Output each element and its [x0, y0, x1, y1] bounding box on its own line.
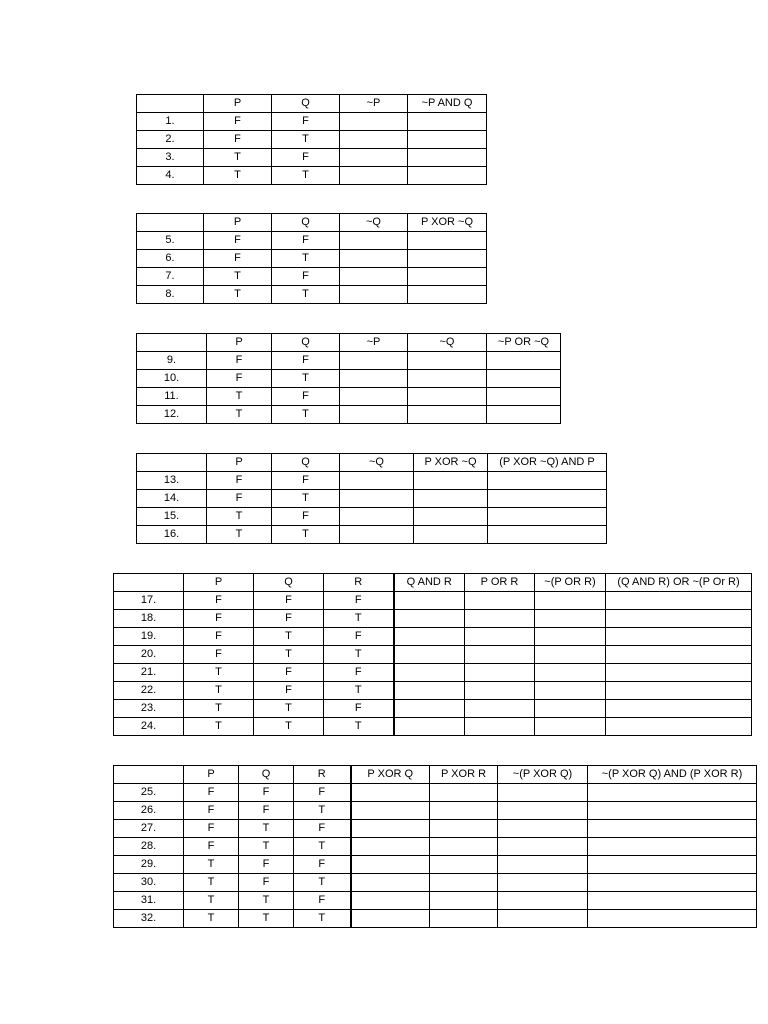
column-header: Q	[272, 95, 340, 113]
answer-cell[interactable]	[535, 646, 606, 664]
table-row	[114, 838, 757, 856]
table-cell: F	[272, 232, 340, 250]
table-cell: T	[184, 718, 254, 736]
answer-cell[interactable]	[408, 250, 487, 268]
answer-cell[interactable]	[351, 784, 430, 802]
answer-cell[interactable]	[535, 610, 606, 628]
table-row	[114, 700, 752, 718]
row-number: 3.	[137, 149, 204, 167]
table-cell: F	[272, 268, 340, 286]
table-cell: F	[254, 682, 324, 700]
answer-cell[interactable]	[394, 628, 465, 646]
table-cell: T	[204, 167, 272, 185]
table-row	[114, 910, 757, 928]
answer-cell[interactable]	[351, 856, 430, 874]
row-number: 1.	[137, 113, 204, 131]
answer-cell[interactable]	[408, 268, 487, 286]
header-row	[137, 454, 607, 472]
table-cell: T	[294, 910, 351, 928]
column-header: Q	[272, 214, 340, 232]
table-cell: F	[204, 232, 272, 250]
table-row	[137, 526, 607, 544]
column-header: P	[184, 766, 239, 784]
column-header: P	[207, 454, 272, 472]
answer-cell[interactable]	[488, 472, 607, 490]
table-cell: T	[272, 286, 340, 304]
table-cell: F	[272, 388, 340, 406]
answer-cell[interactable]	[498, 874, 588, 892]
answer-cell[interactable]	[430, 892, 498, 910]
table-cell: F	[272, 508, 340, 526]
column-header: P XOR ~Q	[414, 454, 488, 472]
row-number: 5.	[137, 232, 204, 250]
column-header: R	[324, 574, 394, 592]
answer-cell[interactable]	[535, 718, 606, 736]
column-header	[114, 574, 184, 592]
column-header: (P XOR ~Q) AND P	[488, 454, 607, 472]
row-number: 25.	[114, 784, 184, 802]
column-header: P XOR R	[430, 766, 498, 784]
row-number: 15.	[137, 508, 207, 526]
answer-cell[interactable]	[408, 370, 487, 388]
table-cell: T	[294, 838, 351, 856]
row-number: 9.	[137, 352, 207, 370]
row-number: 29.	[114, 856, 184, 874]
table-cell: F	[204, 113, 272, 131]
column-header	[137, 454, 207, 472]
table-row	[137, 113, 487, 131]
answer-cell[interactable]	[498, 802, 588, 820]
answer-cell[interactable]	[414, 508, 488, 526]
answer-cell[interactable]	[408, 388, 487, 406]
row-number: 21.	[114, 664, 184, 682]
table-cell: T	[272, 167, 340, 185]
table-cell: F	[207, 370, 272, 388]
column-header: ~P	[340, 95, 408, 113]
answer-cell[interactable]	[408, 131, 487, 149]
answer-cell[interactable]	[351, 910, 430, 928]
table-cell: T	[254, 700, 324, 718]
table-row	[114, 610, 752, 628]
table-cell: F	[272, 472, 340, 490]
table-cell: F	[324, 664, 394, 682]
answer-cell[interactable]	[340, 167, 408, 185]
answer-cell[interactable]	[340, 268, 408, 286]
answer-cell[interactable]	[340, 232, 408, 250]
answer-cell[interactable]	[465, 700, 535, 718]
table-cell: F	[272, 149, 340, 167]
table-cell: T	[184, 910, 239, 928]
row-number: 26.	[114, 802, 184, 820]
answer-cell[interactable]	[588, 784, 757, 802]
answer-cell[interactable]	[340, 526, 414, 544]
column-header: (Q AND R) OR ~(P Or R)	[606, 574, 752, 592]
table-cell: T	[207, 526, 272, 544]
answer-cell[interactable]	[394, 682, 465, 700]
table-cell: F	[294, 892, 351, 910]
table-row	[114, 682, 752, 700]
table-cell: F	[324, 592, 394, 610]
table-row	[137, 286, 487, 304]
answer-cell[interactable]	[535, 592, 606, 610]
answer-cell[interactable]	[606, 610, 752, 628]
table-row	[137, 149, 487, 167]
row-number: 28.	[114, 838, 184, 856]
table-cell: T	[272, 131, 340, 149]
answer-cell[interactable]	[408, 352, 487, 370]
column-header	[137, 95, 204, 113]
table-cell: T	[239, 910, 294, 928]
answer-cell[interactable]	[606, 628, 752, 646]
table-cell: F	[184, 592, 254, 610]
table-cell: T	[204, 149, 272, 167]
table-cell: F	[184, 610, 254, 628]
answer-cell[interactable]	[340, 490, 414, 508]
answer-cell[interactable]	[408, 113, 487, 131]
row-number: 16.	[137, 526, 207, 544]
answer-cell[interactable]	[430, 784, 498, 802]
column-header: P	[204, 95, 272, 113]
table-row	[137, 352, 561, 370]
row-number: 31.	[114, 892, 184, 910]
row-number: 19.	[114, 628, 184, 646]
row-number: 32.	[114, 910, 184, 928]
table-row	[137, 406, 561, 424]
table-row	[114, 874, 757, 892]
answer-cell[interactable]	[340, 388, 408, 406]
column-header: ~(P XOR Q) AND (P XOR R)	[588, 766, 757, 784]
row-number: 27.	[114, 820, 184, 838]
table-row	[137, 388, 561, 406]
table-cell: T	[254, 646, 324, 664]
answer-cell[interactable]	[487, 370, 561, 388]
answer-cell[interactable]	[430, 838, 498, 856]
column-header: Q	[254, 574, 324, 592]
column-header: Q	[239, 766, 294, 784]
truth-table-4	[136, 453, 607, 544]
answer-cell[interactable]	[351, 874, 430, 892]
answer-cell[interactable]	[351, 820, 430, 838]
column-header: ~Q	[340, 454, 414, 472]
table-cell: T	[184, 856, 239, 874]
row-number: 8.	[137, 286, 204, 304]
table-row	[114, 802, 757, 820]
table-cell: F	[204, 250, 272, 268]
column-header: ~P OR ~Q	[487, 334, 561, 352]
column-header: P	[204, 214, 272, 232]
truth-table-3	[136, 333, 561, 424]
answer-cell[interactable]	[414, 526, 488, 544]
row-number: 14.	[137, 490, 207, 508]
table-cell: T	[207, 388, 272, 406]
column-header: ~(P XOR Q)	[498, 766, 588, 784]
table-cell: T	[184, 700, 254, 718]
table-row	[137, 508, 607, 526]
answer-cell[interactable]	[351, 838, 430, 856]
table-cell: F	[184, 646, 254, 664]
table-cell: T	[294, 874, 351, 892]
table-cell: F	[294, 784, 351, 802]
table-cell: T	[324, 646, 394, 664]
table-cell: F	[239, 802, 294, 820]
row-number: 10.	[137, 370, 207, 388]
table-cell: T	[294, 802, 351, 820]
answer-cell[interactable]	[340, 149, 408, 167]
table-row	[114, 628, 752, 646]
column-header: P	[184, 574, 254, 592]
answer-cell[interactable]	[465, 718, 535, 736]
answer-cell[interactable]	[430, 910, 498, 928]
truth-table-2	[136, 213, 487, 304]
row-number: 24.	[114, 718, 184, 736]
answer-cell[interactable]	[465, 682, 535, 700]
answer-cell[interactable]	[414, 490, 488, 508]
column-header	[114, 766, 184, 784]
table-cell: F	[184, 628, 254, 646]
answer-cell[interactable]	[498, 838, 588, 856]
table-cell: T	[184, 664, 254, 682]
answer-cell[interactable]	[588, 802, 757, 820]
answer-cell[interactable]	[488, 508, 607, 526]
truth-table-1	[136, 94, 487, 185]
column-header: P XOR Q	[351, 766, 430, 784]
table-row	[114, 718, 752, 736]
table-row	[114, 856, 757, 874]
table-cell: T	[239, 892, 294, 910]
answer-cell[interactable]	[408, 149, 487, 167]
answer-cell[interactable]	[487, 352, 561, 370]
answer-cell[interactable]	[465, 610, 535, 628]
table-cell: F	[184, 820, 239, 838]
row-number: 30.	[114, 874, 184, 892]
column-header: Q	[272, 454, 340, 472]
table-cell: F	[324, 628, 394, 646]
answer-cell[interactable]	[488, 490, 607, 508]
column-header: Q AND R	[394, 574, 465, 592]
answer-cell[interactable]	[465, 592, 535, 610]
table-row	[137, 490, 607, 508]
answer-cell[interactable]	[498, 892, 588, 910]
truth-table-5	[113, 573, 752, 736]
answer-cell[interactable]	[535, 628, 606, 646]
answer-cell[interactable]	[414, 472, 488, 490]
table-row	[114, 592, 752, 610]
table-cell: F	[207, 472, 272, 490]
answer-cell[interactable]	[394, 718, 465, 736]
answer-cell[interactable]	[408, 286, 487, 304]
table-row	[137, 268, 487, 286]
table-cell: F	[239, 874, 294, 892]
row-number: 4.	[137, 167, 204, 185]
table-cell: F	[272, 352, 340, 370]
answer-cell[interactable]	[487, 406, 561, 424]
row-number: 7.	[137, 268, 204, 286]
column-header: ~Q	[408, 334, 487, 352]
table-row	[137, 250, 487, 268]
table-cell: F	[184, 784, 239, 802]
table-cell: T	[184, 892, 239, 910]
row-number: 20.	[114, 646, 184, 664]
column-header	[137, 334, 207, 352]
row-number: 2.	[137, 131, 204, 149]
row-number: 11.	[137, 388, 207, 406]
answer-cell[interactable]	[588, 838, 757, 856]
table-cell: T	[324, 718, 394, 736]
table-cell: F	[184, 802, 239, 820]
table-cell: T	[207, 508, 272, 526]
column-header: R	[294, 766, 351, 784]
table-cell: F	[272, 113, 340, 131]
answer-cell[interactable]	[394, 646, 465, 664]
table-cell: T	[204, 286, 272, 304]
table-cell: T	[254, 628, 324, 646]
table-cell: F	[184, 838, 239, 856]
answer-cell[interactable]	[340, 286, 408, 304]
answer-cell[interactable]	[588, 892, 757, 910]
table-row	[137, 131, 487, 149]
table-cell: F	[254, 610, 324, 628]
table-cell: T	[239, 838, 294, 856]
answer-cell[interactable]	[535, 700, 606, 718]
table-row	[114, 784, 757, 802]
table-row	[114, 664, 752, 682]
table-cell: F	[294, 820, 351, 838]
column-header: P XOR ~Q	[408, 214, 487, 232]
column-header: ~Q	[340, 214, 408, 232]
answer-cell[interactable]	[588, 874, 757, 892]
answer-cell[interactable]	[606, 718, 752, 736]
truth-table-6	[113, 765, 757, 928]
answer-cell[interactable]	[408, 232, 487, 250]
answer-cell[interactable]	[465, 664, 535, 682]
table-cell: F	[324, 700, 394, 718]
answer-cell[interactable]	[394, 592, 465, 610]
row-number: 12.	[137, 406, 207, 424]
row-number: 17.	[114, 592, 184, 610]
answer-cell[interactable]	[588, 856, 757, 874]
answer-cell[interactable]	[606, 700, 752, 718]
table-cell: T	[324, 682, 394, 700]
answer-cell[interactable]	[465, 628, 535, 646]
column-header	[137, 214, 204, 232]
row-number: 22.	[114, 682, 184, 700]
header-row	[114, 574, 752, 592]
table-cell: T	[239, 820, 294, 838]
table-cell: T	[204, 268, 272, 286]
answer-cell[interactable]	[408, 406, 487, 424]
answer-cell[interactable]	[498, 784, 588, 802]
column-header: P OR R	[465, 574, 535, 592]
answer-cell[interactable]	[588, 820, 757, 838]
row-number: 18.	[114, 610, 184, 628]
table-row	[114, 646, 752, 664]
table-cell: F	[204, 131, 272, 149]
header-row	[137, 95, 487, 113]
answer-cell[interactable]	[340, 370, 408, 388]
answer-cell[interactable]	[340, 406, 408, 424]
table-row	[114, 892, 757, 910]
answer-cell[interactable]	[430, 820, 498, 838]
answer-cell[interactable]	[487, 388, 561, 406]
answer-cell[interactable]	[606, 682, 752, 700]
column-header: ~P	[340, 334, 408, 352]
answer-cell[interactable]	[394, 664, 465, 682]
table-cell: F	[207, 490, 272, 508]
table-cell: T	[272, 490, 340, 508]
table-cell: T	[184, 874, 239, 892]
answer-cell[interactable]	[340, 508, 414, 526]
answer-cell[interactable]	[535, 682, 606, 700]
answer-cell[interactable]	[351, 802, 430, 820]
column-header: ~(P OR R)	[535, 574, 606, 592]
answer-cell[interactable]	[351, 892, 430, 910]
table-row	[137, 232, 487, 250]
row-number: 13.	[137, 472, 207, 490]
column-header: P	[207, 334, 272, 352]
answer-cell[interactable]	[394, 700, 465, 718]
table-cell: F	[254, 592, 324, 610]
answer-cell[interactable]	[606, 664, 752, 682]
answer-cell[interactable]	[430, 856, 498, 874]
header-row	[114, 766, 757, 784]
answer-cell[interactable]	[606, 646, 752, 664]
answer-cell[interactable]	[498, 820, 588, 838]
answer-cell[interactable]	[340, 352, 408, 370]
header-row	[137, 214, 487, 232]
table-cell: F	[294, 856, 351, 874]
answer-cell[interactable]	[430, 874, 498, 892]
answer-cell[interactable]	[394, 610, 465, 628]
table-row	[137, 370, 561, 388]
table-cell: F	[254, 664, 324, 682]
answer-cell[interactable]	[408, 167, 487, 185]
column-header: ~P AND Q	[408, 95, 487, 113]
table-row	[137, 472, 607, 490]
table-cell: T	[272, 370, 340, 388]
table-cell: T	[272, 250, 340, 268]
table-cell: F	[207, 352, 272, 370]
table-row	[114, 820, 757, 838]
answer-cell[interactable]	[340, 131, 408, 149]
table-cell: F	[239, 784, 294, 802]
answer-cell[interactable]	[430, 802, 498, 820]
answer-cell[interactable]	[488, 526, 607, 544]
table-cell: T	[324, 610, 394, 628]
answer-cell[interactable]	[340, 250, 408, 268]
table-cell: T	[272, 526, 340, 544]
table-cell: T	[272, 406, 340, 424]
answer-cell[interactable]	[498, 910, 588, 928]
table-cell: F	[239, 856, 294, 874]
answer-cell[interactable]	[588, 910, 757, 928]
answer-cell[interactable]	[340, 472, 414, 490]
row-number: 23.	[114, 700, 184, 718]
header-row	[137, 334, 561, 352]
answer-cell[interactable]	[606, 592, 752, 610]
column-header: Q	[272, 334, 340, 352]
table-row	[137, 167, 487, 185]
answer-cell[interactable]	[535, 664, 606, 682]
answer-cell[interactable]	[498, 856, 588, 874]
answer-cell[interactable]	[465, 646, 535, 664]
table-cell: T	[254, 718, 324, 736]
table-cell: T	[184, 682, 254, 700]
table-cell: T	[207, 406, 272, 424]
row-number: 6.	[137, 250, 204, 268]
answer-cell[interactable]	[340, 113, 408, 131]
